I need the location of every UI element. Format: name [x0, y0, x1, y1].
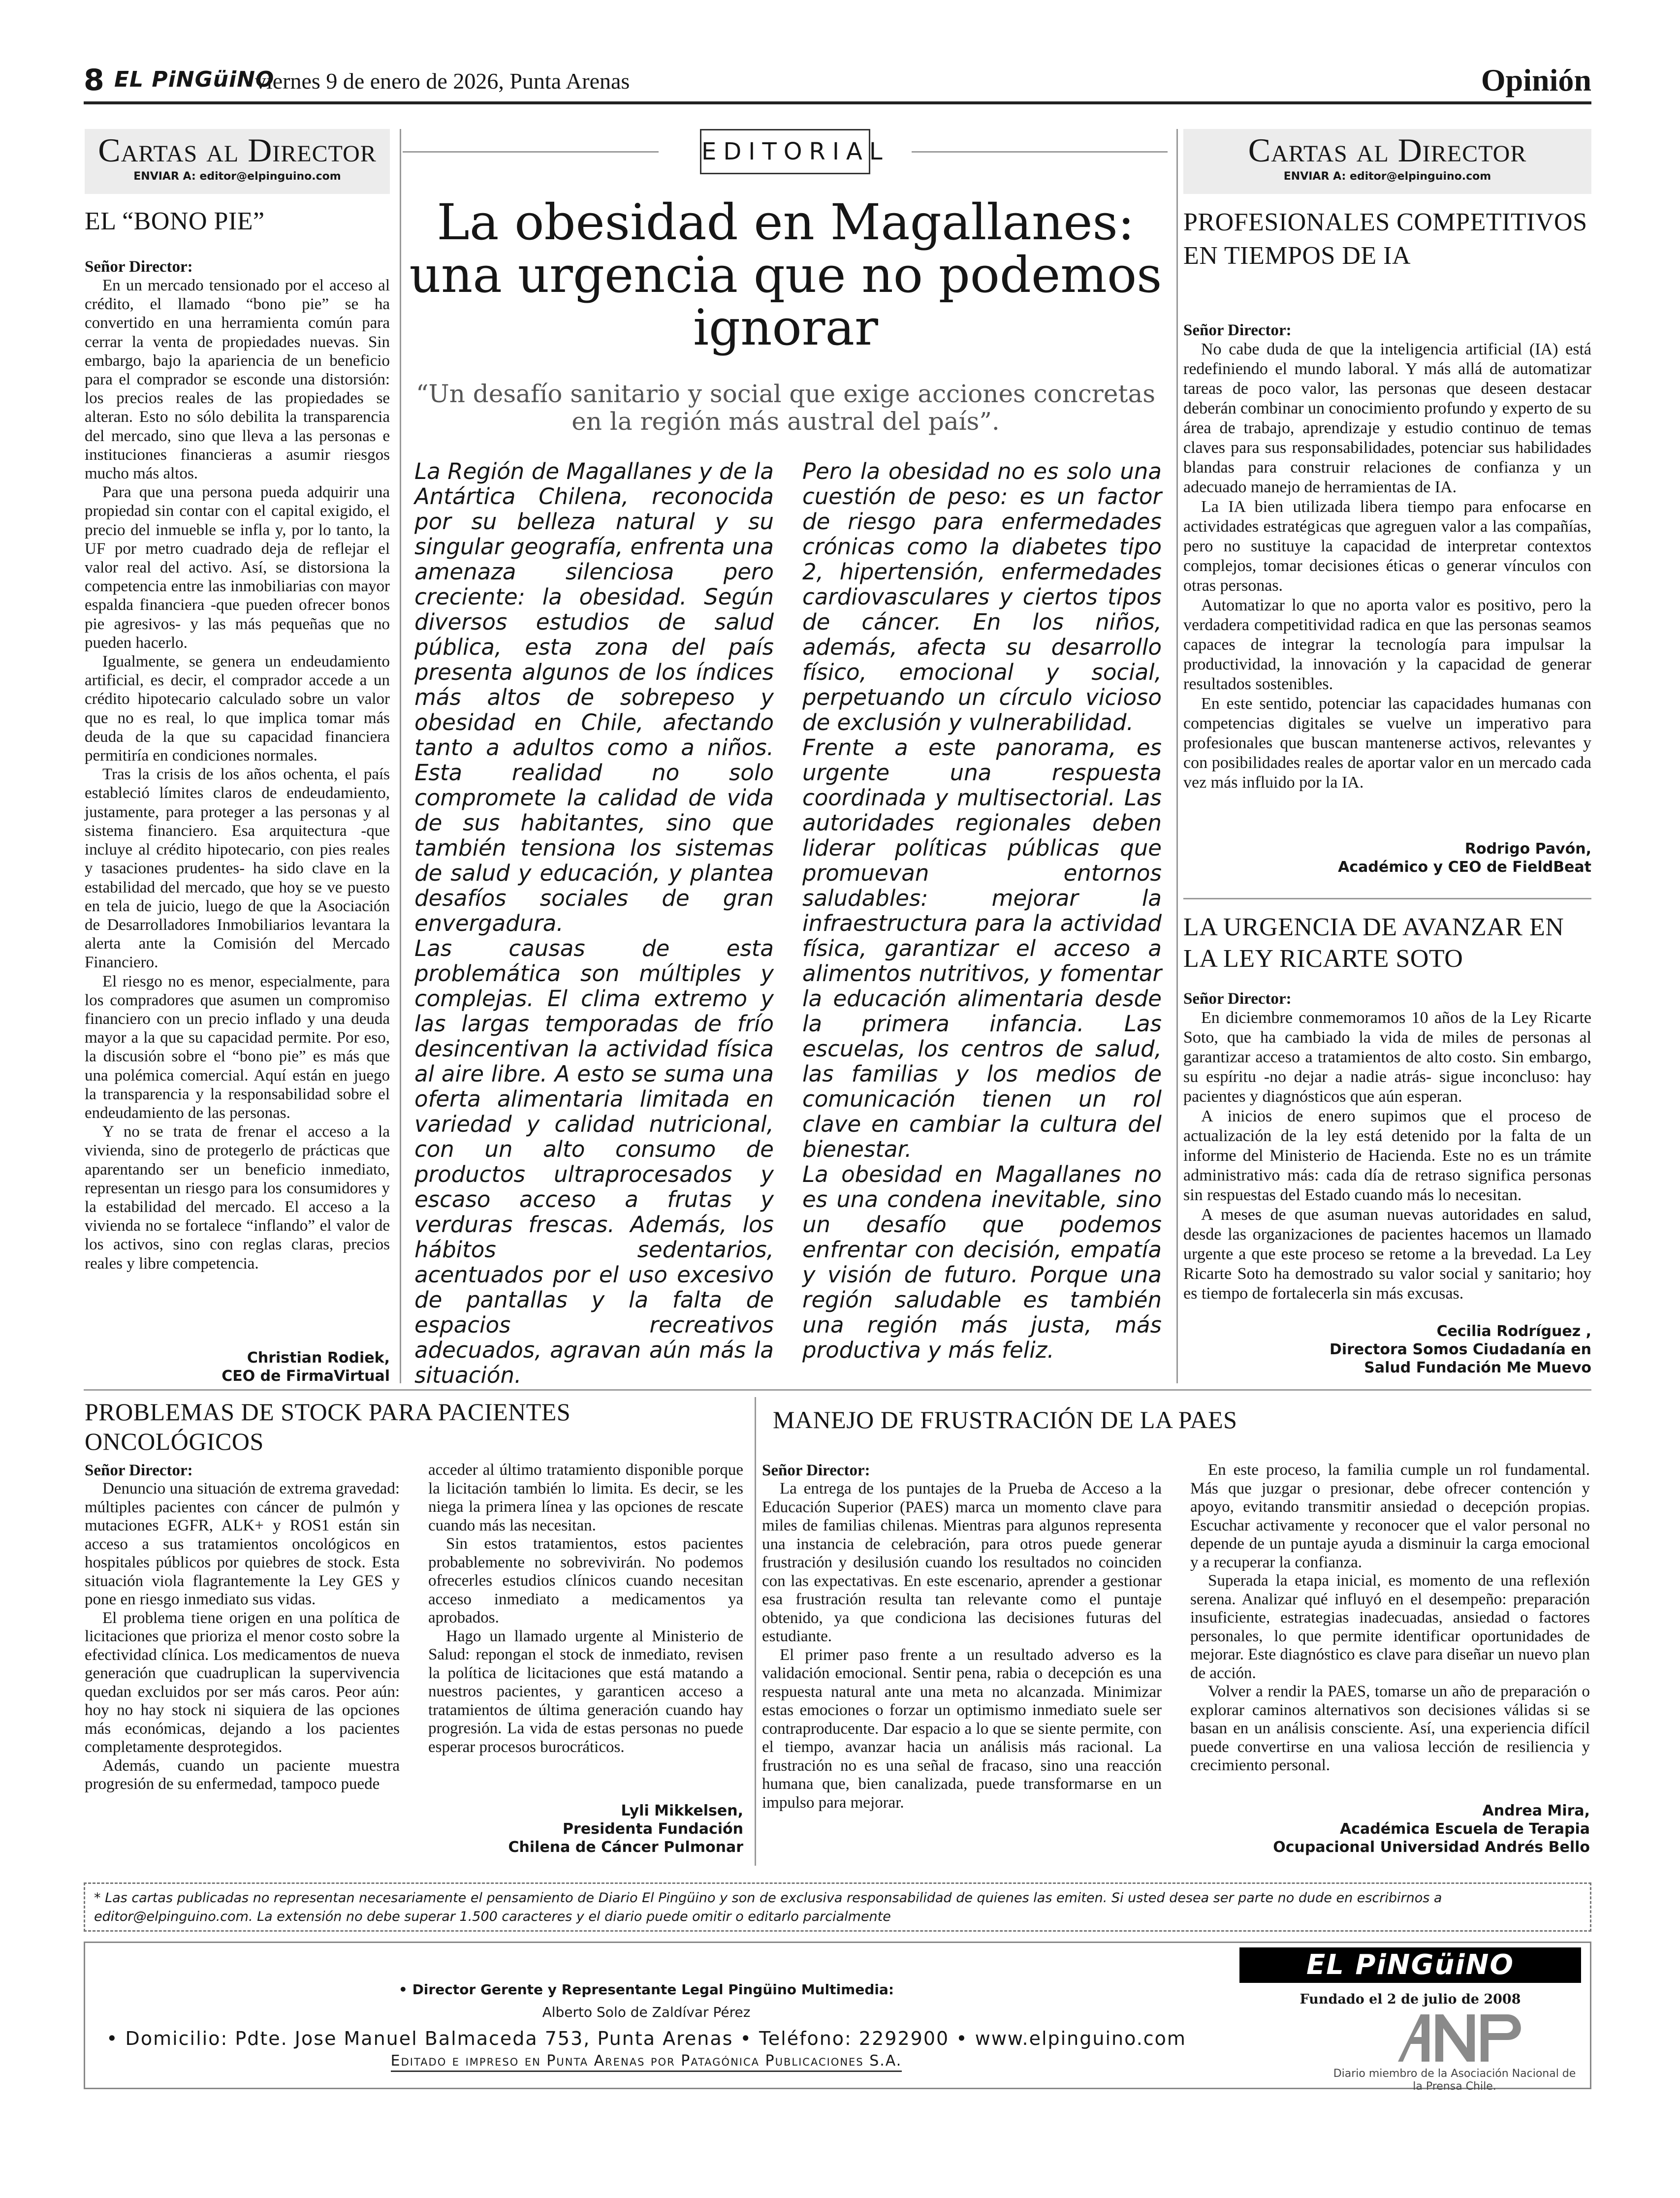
paragraph: El primer paso frente a un resultado adverso es la validación emocional. Sentir pena, rabia o decepción es una respuesta natural ante una meta no alcanzada. Minimizar estas emociones o forzar un optimismo inmediato suele ser contraproducente. Dar espacio a lo que se siente permite, con el tiempo, avanzar hacia un análisis más racional. La frustración no es una señal de fracaso, sino una reacción humana que, bien canalizada, puede transformarse en un impulso para mejorar. — [762, 1646, 1162, 1812]
letter-bono-body — [85, 257, 390, 1273]
letter-title-stock: PROBLEMAS DE STOCK PARA PACIENTES ONCOLÓGICOS — [85, 1398, 571, 1455]
paragraph: Frente a este panorama, es urgente una respuesta coordinada y multisectorial. Las autoridades regionales deben liderar políticas públicas que promuevan entornos saludables: mejorar la infraestructura para la actividad física, garantizar el acceso a alimentos nutritivos, y fomentar la educación alimentaria desde la primera infancia. Las escuelas, los centros de salud, las familias y los medios de comunicación tienen un rol clave en cambiar la cultura del bienestar. — [802, 734, 1162, 1162]
signature-role: Académico y CEO de FieldBeat — [1338, 859, 1591, 876]
paragraph: acceder al último tratamiento disponible porque la licitación también lo limita. Es decir, se les niega la primera línea y las opciones de rescate cuando más las necesitan. — [428, 1461, 743, 1534]
paragraph: El riesgo no es menor, especialmente, para los compradores que asumen un compromiso financiero con un precio inflado y una deuda mayor a la que su capacidad permite. Por eso, la discusión sobre el “bono pie” es más que una polémica comercial. Aquí están en juego la transparencia y la responsabilidad sobre el endeudamiento de las personas. — [85, 972, 390, 1122]
letter-stock-column-2 — [428, 1461, 743, 1756]
newspaper-logo: EL PiNGüiNO — [114, 67, 275, 92]
footer-logo: EL PiNGüiNO — [1239, 1947, 1581, 1983]
salutation: Señor Director: — [85, 1462, 193, 1479]
paragraph: Superada la etapa inicial, es momento de una reflexión serena. Analizar qué influyó en el desempeño: preparación insuficiente, estrategias inadecuadas, ansiedad o factores personales, lo que permite identificar oportunidades de mejorar. Este diagnóstico es clave para diseñar un nuevo plan de acción. — [1190, 1572, 1590, 1682]
signature-role: Chilena de Cáncer Pulmonar — [508, 1839, 743, 1856]
paragraph: A meses de que asuman nuevas autoridades en salud, desde las organizaciones de pacientes hacemos un llamado urgente a que este proceso se retome a la brevedad. La Ley Ricarte Soto ha demostrado su valor social y sanitario; hoy es tiempo de fortalecerla sin más excusas. — [1183, 1206, 1591, 1303]
director-name: Alberto Solo de Zaldívar Pérez — [542, 2004, 751, 2020]
salutation: Señor Director: — [85, 258, 193, 276]
editorial-rule-right — [912, 151, 1168, 153]
paragraph: Hago un llamado urgente al Ministerio de Salud: repongan el stock de inmediato, revisen la política de licitaciones que está matando a nuestros pacientes, y garanticen acceso a tratamientos de última generación cuando hay progresión. La vida de estas personas no puede esperar procesos burocráticos. — [428, 1627, 743, 1756]
signature-role: Directora Somos Ciudadanía en — [1329, 1341, 1591, 1358]
letters-box-left — [85, 129, 390, 194]
salutation: Señor Director: — [1183, 321, 1292, 339]
letter-separator — [1183, 898, 1591, 899]
column-divider — [755, 1397, 756, 1866]
editorial-label: EDITORIAL — [700, 129, 870, 174]
paragraph: En un mercado tensionado por el acceso al crédito, el llamado “bono pie” se ha convertido en una herramienta común para cerrar la venta de propiedades nuevas. Sin embargo, bajo la apariencia de un beneficio para el comprador se esconde una distorsión: los precios reales de las propiedades se alteran. Esto no sólo debilita la transparencia del mercado, sino que lleva a las personas e instituciones financieras a asumir riesgos mucho más altos. — [85, 277, 390, 483]
paragraph: La obesidad en Magallanes no es una condena inevitable, sino un desafío que podemos enfrentar con decisión, empatía y visión de futuro. Porque una región saludable es también una región más justa, más productiva y más feliz. — [802, 1161, 1162, 1363]
signature-role: Ocupacional Universidad Andrés Bello — [1273, 1839, 1590, 1856]
dateline: viernes 9 de enero de 2026, Punta Arenas — [255, 68, 630, 94]
printer-text: Editado e impreso en Punta Arenas por Patagónica Publicaciones S.A. — [391, 2052, 902, 2072]
letters-box-right — [1183, 129, 1591, 194]
letter-stock-column-1 — [85, 1461, 400, 1794]
column-divider — [1176, 129, 1178, 1383]
paragraph: En diciembre conmemoramos 10 años de la Ley Ricarte Soto, que ha cambiado la vida de miles de personas al garantizar acceso a tratamientos de alto costo. Sin embargo, su espíritu -no dejar a nadie atrás- sigue inconcluso: hay pacientes y diagnósticos que aún esperan. — [1183, 1009, 1591, 1106]
signature-stock — [428, 1802, 743, 1856]
paragraph: La Región de Magallanes y de la Antártica Chilena, reconocida por su belleza natural y su singular geografía, enfrenta una amenaza silenciosa pero creciente: la obesidad. Según diversos estudios de salud pública, esta zona del país presenta algunos de los índices más altos de sobrepeso y obesidad en Chile, afectando tanto a adultos como a niños. Esta realidad no solo compromete la calidad de vida de sus habitantes, sino que también tensiona los sistemas de salud y educación, y plantea desafíos sociales de gran envergadura. — [414, 458, 774, 936]
letter-title-ricarte: LA URGENCIA DE AVANZAR EN LA LEY RICARTE SOTO — [1183, 913, 1564, 973]
letters-box-title: Cartas al Director — [1248, 131, 1527, 169]
printer-line — [85, 2052, 1207, 2070]
editorial-rule-left — [403, 151, 659, 153]
signature-name: Cecilia Rodríguez , — [1436, 1323, 1591, 1340]
paragraph: Pero la obesidad no es solo una cuestión de peso: es un factor de riesgo para enfermedades crónicas como la diabetes tipo 2, hipertensión, enfermedades cardiovasculares y ciertos tipos de cáncer. En los niños, además, afecta su desarrollo físico, emocional y social, perpetuando un círculo vicioso de exclusión y vulnerabilidad. — [802, 458, 1162, 735]
signature-role: CEO de FirmaVirtual — [222, 1368, 390, 1385]
column-divider — [400, 129, 401, 1383]
signature-paes — [1190, 1802, 1590, 1856]
salutation: Señor Director: — [1183, 990, 1292, 1008]
paragraph: Automatizar lo que no aporta valor es positivo, pero la verdadera competitividad radica en que las personas seamos capaces de integrar la tecnología para impulsar la productividad, la innovación y la capacidad de generar resultados sostenibles. — [1183, 596, 1591, 693]
letter-ricarte-body — [1183, 989, 1591, 1304]
letter-paes-column-2 — [1190, 1461, 1590, 1775]
editorial-column-2 — [802, 459, 1162, 1363]
founded-date: Fundado el 2 de julio de 2008 — [1300, 1992, 1521, 2007]
signature-ricarte — [1183, 1322, 1591, 1377]
section-separator — [84, 1389, 1591, 1391]
paragraph: Para que una persona pueda adquirir una propiedad sin contar con el capital exigido, el precio del inmueble se infla y, por lo tanto, la UF por metro cuadrado deja de reflejar el valor real del activo. Así, se distorsiona la competencia entre las inmobiliarias con mayor espalda financiera -que pueden ofrecer bonos pie agresivos- y las más pequeñas que no pueden hacerlo. — [85, 483, 390, 652]
paragraph: En este proceso, la familia cumple un rol fundamental. Más que juzgar o presionar, debe ofrecer contención y apoyo, evitando transmitir ansiedad o decepción propias. Escuchar activamente y reconocer que el valor personal no depende de un puntaje ayuda a disminuir la carga emocional y a recuperar la confianza. — [1190, 1461, 1590, 1571]
paragraph: Tras la crisis de los años ochenta, el país estableció límites claros de endeudamiento, justamente, para proteger a las personas y al sistema financiero. Esa arquitectura -que incluye al crédito hipotecario, con pies reales y tasaciones prudentes- ha sido clave en la estabilidad del mercado, que hoy se ve puesto en tela de juicio, luego de que la Asociación de Desarrolladores Inmobiliarios levantara la alerta ante la Comisión del Mercado Financiero. — [85, 765, 390, 972]
disclaimer-note: * Las cartas publicadas no representan necesariamente el pensamiento de Diario El Pingüino y son de exclusiva responsabilidad de quienes las emiten. Si usted desea ser parte no dude en escribirnos a editor@elpinguino.com. La extensión no debe superar 1.500 caracteres y el diario puede omitir o editarlo parcialmente — [84, 1882, 1591, 1932]
salutation: Señor Director: — [762, 1462, 870, 1479]
signature-role: Salud Fundación Me Muevo — [1364, 1359, 1591, 1376]
paragraph: Sin estos tratamientos, estos pacientes probablemente no sobrevivirán. No podemos ofrecerles estudios clínicos cuando necesitan acceso inmediato a medicamentos ya aprobados. — [428, 1535, 743, 1626]
paragraph: La entrega de los puntajes de la Prueba de Acceso a la Educación Superior (PAES) marca un momento clave para miles de familias chilenas. Mientras para algunos representa una instancia de celebración, para otros puede generar frustración y desilusión cuando los resultados no coinciden con las expectativas. En este escenario, aprender a gestionar esa frustración resulta tan relevante como el puntaje obtenido, ya que condiciona las decisiones futuras del estudiante. — [762, 1480, 1162, 1645]
signature-bono — [85, 1349, 390, 1385]
paragraph: No cabe duda de que la inteligencia artificial (IA) está redefiniendo el mundo laboral. Y más allá de automatizar tareas de poco valor, las personas que deseen destacar deberán combinar un conocimiento profundo y experto de su área de trabajo, aprendizaje y estudio continuo de temas claves para sus responsabilidades, potenciar sus habilidades blandas para construir relaciones de confianza y un adecuado manejo de herramientas de IA. — [1183, 340, 1591, 496]
paragraph: Y no se trata de frenar el acceso a la vivienda, sino de protegerlo de prácticas que aparentando ser un beneficio inmediato, representan un riesgo para los consumidores y la estabilidad del mercado. El acceso a la vivienda no se fortalece “inflando” el valor de los activos, sino con reglas claras, precios reales y libre competencia. — [85, 1123, 390, 1273]
director-label: • Director Gerente y Representante Legal Pingüino Multimedia: — [398, 1981, 894, 1998]
paragraph: El problema tiene origen en una política de licitaciones que prioriza el menor costo sobre la efectividad clínica. Los medicamentos de nueva generación que cuadruplican la supervivencia quedan excluidos por ser más caros. Peor aún: hoy no hay stock ni siquiera de las opciones más económicas, dejando a los pacientes completamente desprotegidos. — [85, 1609, 400, 1756]
signature-role: Académica Escuela de Terapia — [1339, 1820, 1590, 1838]
paragraph: La IA bien utilizada libera tiempo para enfocarse en actividades estratégicas que agreguen valor a las compañías, pero no sustituye la capacidad de interpretar contextos complejos, tomar decisiones éticas o generar vínculos con otras personas. — [1183, 498, 1591, 595]
letters-box-title: Cartas al Director — [98, 131, 377, 169]
paragraph: A inicios de enero supimos que el proceso de actualización de la ley está detenido por la falta de un informe del Ministerio de Hacienda. Este no es un trámite administrativo más: cada día de retraso significa personas sin respuestas del Estado cuando más lo necesitan. — [1183, 1107, 1591, 1204]
paragraph: En este sentido, potenciar las capacidades humanas con competencias digitales se vuelve un imperativo para profesionales que buscan mantenerse activos, relevantes y con posibilidades reales de aportar valor en un mercado cada vez más influido por la IA. — [1183, 695, 1591, 792]
section-title: Opinión — [1481, 63, 1591, 97]
letter-title-paes: MANEJO DE FRUSTRACIÓN DE LA PAES — [773, 1406, 1237, 1433]
signature-name: Rodrigo Pavón, — [1464, 840, 1591, 858]
letter-ia-body — [1183, 321, 1591, 793]
letter-title-bono: EL “BONO PIE” — [85, 207, 265, 235]
signature-name: Christian Rodiek, — [247, 1349, 390, 1367]
signature-ia — [1183, 840, 1591, 876]
signature-role: Presidenta Fundación — [563, 1820, 743, 1838]
letters-box-email[interactable]: ENVIAR A: editor@elpinguino.com — [133, 170, 341, 183]
paragraph: Denuncio una situación de extrema gravedad: múltiples pacientes con cáncer de pulmón y mutaciones EGFR, ALK+ y ROS1 están sin acceso a sus tratamientos oncológicos en hospitales públicos por quiebres de stock. Esta situación viola flagrantemente la Ley GES y pone en riesgo inmediato sus vidas. — [85, 1480, 400, 1608]
paragraph: Además, cuando un paciente muestra progresión de su enfermedad, tampoco puede — [85, 1756, 400, 1793]
paragraph: Igualmente, se genera un endeudamiento artificial, es decir, el comprador accede a un crédito hipotecario calculado sobre un valor que no es real, lo que implica tomar más deuda de la que su capacidad financiera permitiría en condiciones normales. — [85, 653, 390, 765]
anp-logo-icon — [1393, 2011, 1531, 2064]
letters-box-email[interactable]: ENVIAR A: editor@elpinguino.com — [1283, 170, 1491, 183]
signature-name: Lyli Mikkelsen, — [621, 1802, 743, 1819]
anp-caption: Diario miembro de la Asociación Nacional de la Prensa Chile. — [1333, 2068, 1576, 2093]
page-number: 8 — [84, 63, 104, 97]
paragraph: Las causas de esta problemática son múltiples y complejas. El clima extremo y las largas temporadas de frío desincentivan la actividad física al aire libre. A esto se suma una oferta alimentaria limitada en variedad y calidad nutricional, con un alto consumo de productos ultraprocesados y escaso acceso a frutas y verduras frescas. Además, los hábitos sedentarios, acentuados por el uso excesivo de pantallas y la falta de espacios recreativos adecuados, agravan aún más la situación. — [414, 935, 774, 1388]
contact-line: • Domicilio: Pdte. Jose Manuel Balmaceda 753, Punta Arenas • Teléfono: 2292900 • www.elpinguino.com — [106, 2028, 1186, 2049]
editorial-subtitle: “Un desafío sanitario y social que exige acciones concretas en la región más austral del país”. — [416, 380, 1155, 436]
letter-paes-column-1 — [762, 1461, 1162, 1812]
letter-title-ia: PROFESIONALES COMPETITIVOS EN TIEMPOS DE IA — [1183, 208, 1587, 270]
editorial-column-1 — [414, 459, 774, 1388]
signature-name: Andrea Mira, — [1482, 1802, 1590, 1819]
paragraph: Volver a rendir la PAES, tomarse un año de preparación o explorar caminos alternativos son decisiones válidas si se basan en un análisis consciente. Así, una experiencia difícil puede convertirse en una valiosa lección de resiliencia y crecimiento personal. — [1190, 1683, 1590, 1774]
editorial-title: La obesidad en Magallanes: una urgencia que no podemos ignorar — [409, 193, 1162, 356]
header-rule — [84, 101, 1591, 104]
